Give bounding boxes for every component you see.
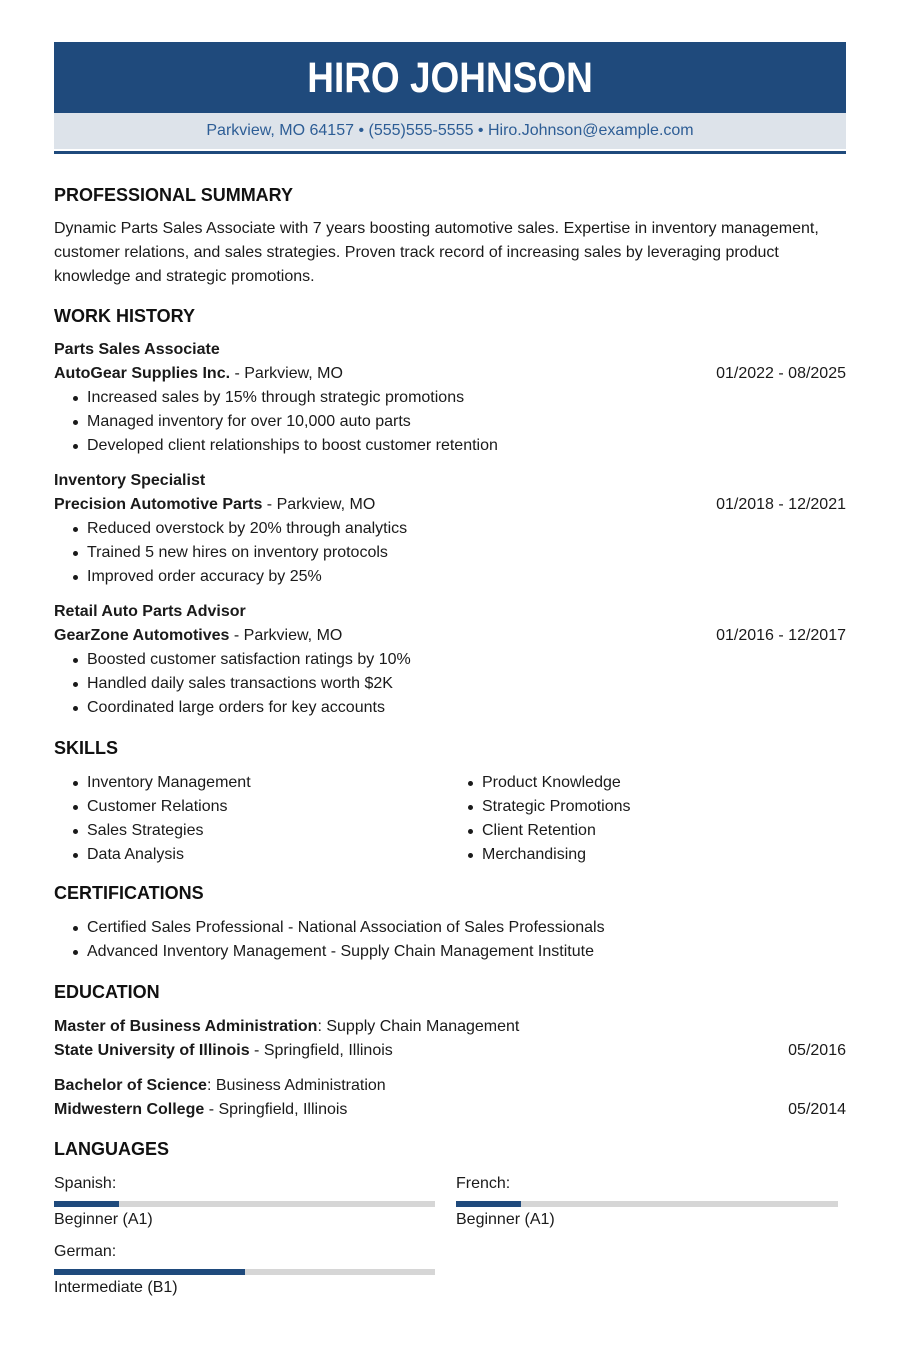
candidate-name: HIRO JOHNSON [307,54,593,102]
language-bar-fill [54,1269,245,1275]
job-dates: 01/2016 - 12/2017 [716,627,846,644]
skill-item: Merchandising [449,843,829,867]
job-company-row [54,362,846,386]
job-company: Precision Automotive Parts [54,496,263,513]
language-bar-fill [456,1201,521,1207]
education-date: 05/2016 [788,1042,846,1059]
education-degree-row [54,1074,386,1098]
contact-info: Parkview, MO 64157 • (555)555-5555 • Hiro.Johnson@example.com [206,122,694,139]
skill-item: Customer Relations [54,795,434,819]
job-role: Inventory Specialist [54,472,206,489]
language-bar-fill [54,1201,119,1207]
language-bar [54,1201,435,1207]
language-bar [54,1269,435,1275]
job-bullet: Coordinated large orders for key accounts [54,696,846,720]
language-name: French: [456,1175,511,1192]
resume-page [54,42,846,1296]
job-bullet: Reduced overstock by 20% through analytics [54,517,846,541]
skill-item: Sales Strategies [54,819,434,843]
skill-item: Product Knowledge [449,771,829,795]
education-field: : Business Administration [206,1077,386,1094]
skill-item: Inventory Management [54,771,434,795]
language-name: German: [54,1243,117,1260]
certifications-list [54,916,846,964]
resume-body [54,42,846,1302]
job-location: - Parkview, MO [229,627,343,644]
skills-left-list [54,771,434,867]
languages-heading: LANGUAGES [54,1139,170,1159]
language-level: Intermediate (B1) [54,1279,178,1296]
education-location: - Springfield, Illinois [204,1101,348,1118]
work-heading: WORK HISTORY [54,306,196,326]
job-role: Parts Sales Associate [54,341,220,358]
education-field: : Supply Chain Management [317,1018,520,1035]
education-school: Midwestern College [54,1101,205,1118]
education-date: 05/2014 [788,1101,846,1118]
education-degree-row [54,1015,519,1039]
job-company-row [54,493,846,517]
summary-heading: PROFESSIONAL SUMMARY [54,185,294,205]
language-bar [456,1201,838,1207]
certifications-heading: CERTIFICATIONS [54,883,204,903]
language-level: Beginner (A1) [54,1211,153,1228]
skill-item: Strategic Promotions [449,795,829,819]
job-location: - Parkview, MO [230,365,343,382]
skills-right-list [449,771,829,867]
job-bullet: Managed inventory for over 10,000 auto parts [54,410,846,434]
skills-heading: SKILLS [54,738,119,758]
job-company-row [54,624,846,648]
job-bullet: Increased sales by 15% through strategic promotions [54,386,846,410]
job-dates: 01/2022 - 08/2025 [716,365,846,382]
skill-item: Data Analysis [54,843,434,867]
summary-line: customer relations, and sales strategies. Proven track record of increasing sales by leveraging product [54,244,779,261]
language-level: Beginner (A1) [456,1211,555,1228]
certification-item: Certified Sales Professional - National Association of Sales Professionals [54,916,846,940]
job-company: AutoGear Supplies Inc. [54,365,231,382]
job-bullet: Developed client relationships to boost customer retention [54,434,846,458]
education-school-row [54,1098,846,1122]
job-bullet: Improved order accuracy by 25% [54,565,846,589]
education-location: - Springfield, Illinois [249,1042,393,1059]
education-degree: Master of Business Administration [54,1018,318,1035]
education-degree: Bachelor of Science [54,1077,207,1094]
job-bullet: Handled daily sales transactions worth $2K [54,672,846,696]
job-bullet: Trained 5 new hires on inventory protocols [54,541,846,565]
job-bullet: Boosted customer satisfaction ratings by 10% [54,648,846,672]
job-location: - Parkview, MO [262,496,376,513]
job-dates: 01/2018 - 12/2021 [716,496,846,513]
summary-line: Dynamic Parts Sales Associate with 7 years boosting automotive sales. Expertise in inventory management, [54,220,819,237]
job-role: Retail Auto Parts Advisor [54,603,246,620]
language-name: Spanish: [54,1175,117,1192]
certification-item: Advanced Inventory Management - Supply Chain Management Institute [54,940,846,964]
summary-text [54,217,846,289]
education-heading: EDUCATION [54,982,160,1002]
job-bullets [54,648,846,720]
skill-item: Client Retention [449,819,829,843]
summary-line: knowledge and strategic promotions. [54,268,315,285]
job-bullets [54,386,846,458]
education-school-row [54,1039,846,1063]
job-company: GearZone Automotives [54,627,230,644]
education-school: State University of Illinois [54,1042,250,1059]
job-bullets [54,517,846,589]
